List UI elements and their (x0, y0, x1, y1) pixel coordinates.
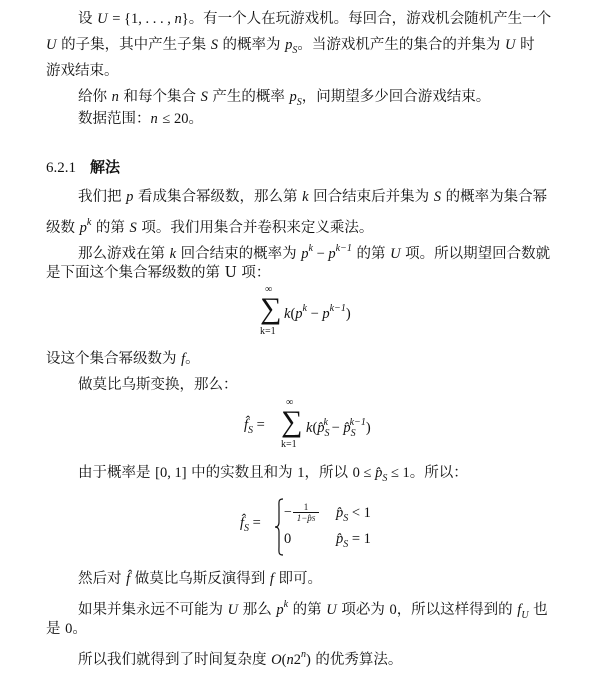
solution-para8: 所以我们就得到了时间复杂度 O(n2$^n$) 的优秀算法。 (78, 649, 403, 668)
problem-constraints: 数据范围：n ≤ 20。 (78, 111, 203, 127)
solution-para1-line1: 我们把 p 看成集合幂级数，那么第 k 回合结束后并集为 S 的概率为集合幂 (78, 189, 548, 205)
equation-mobius: $f̂_S$ = ∞ ∑ k=1 $k(p̂_S^k$ − $p̂_S^{k-1}$) (244, 397, 371, 450)
solution-para6: 然后对 f̂ 做莫比乌斯反演得到 f 即可。 (78, 571, 322, 587)
section-number: 6.2.1 (46, 160, 76, 176)
solution-para2-line1: 那么游戏在第 k 回合结束的概率为 $p^k - p^{k-1}$ 的第 U 项。所以期望回合数就 (78, 243, 551, 262)
problem-line-2: U 的子集，其中产生子集 S 的概率为 $p_S$。当游戏机产生的集合的并集为 U 时 (46, 37, 535, 56)
equation-piecewise: $f̂_S$ = − $\frac{1}{1-p̂S}$ $p̂_S < 1$ 0 $p̂_S = 1$ (240, 498, 390, 556)
problem-line-4: 给你 n 和每个集合 S 产生的概率 $p_S$，问期望多少回合游戏结束。 (78, 89, 491, 108)
problem-line-3: 游戏结束。 (46, 63, 119, 79)
solution-para4: 做莫比乌斯变换，那么： (78, 377, 238, 393)
equation-sum-1: ∞ ∑ k=1 $k(p^k - p^{k-1})$ (260, 284, 351, 337)
solution-para2-line2: 是下面这个集合幂级数的第 U 项： (46, 265, 271, 281)
left-brace-icon (274, 498, 284, 556)
solution-para1-line2: 级数 $p^k$ 的第 S 项。我们用集合并卷积来定义乘法。 (46, 217, 374, 236)
solution-para7-line1: 如果并集永远不可能为 U 那么 $p^k$ 的第 U 项必为 0，所以这样得到的 $f_U$ 也 (78, 599, 548, 621)
solution-para5: 由于概率是 [0, 1] 中的实数且和为 1，所以 $0 \le p̂_S \le 1$。所以： (78, 465, 468, 484)
section-title: 解法 (90, 158, 121, 176)
problem-line-1: 设 U = {1, . . . , n}。有一个人在玩游戏机。每回合，游戏机会随机产生一个 (78, 11, 552, 27)
section-heading (46, 156, 120, 177)
solution-para3: 设这个集合幂级数为 f。 (46, 351, 200, 367)
fraction: $\frac{1}{1-p̂S}$ (293, 502, 319, 523)
solution-para7-line2: 是 0。 (46, 621, 87, 637)
